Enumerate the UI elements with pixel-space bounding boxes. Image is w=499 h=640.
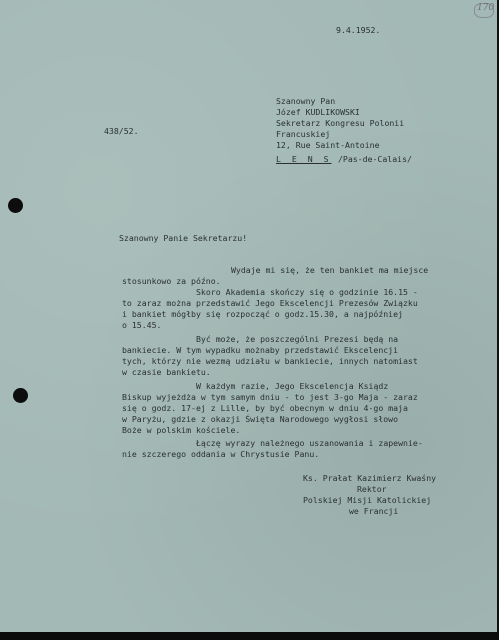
scan-edge xyxy=(0,632,499,640)
body-line: Biskup wyjeżdża w tym samym dniu - to jest 3-go Maja - zaraz xyxy=(122,392,418,402)
body-line: w Paryżu, gdzie z okazji Święta Narodowego wygłosi słowo xyxy=(122,414,399,424)
body-line: o 15.45. xyxy=(122,320,162,330)
recipient-street: 12, Rue Saint-Antoine xyxy=(276,140,380,150)
body-line: bankiecie. W tym wypadku możnaby przedstawić Ekscelencji xyxy=(122,345,399,355)
body-line: W każdym razie, Jego Ekscelencja Ksiądz xyxy=(196,381,389,391)
body-line: to zaraz można przedstawić Jego Ekscelencji Prezesów Związku xyxy=(122,298,418,308)
body-line: tych, którzy nie wezmą udziału w bankiecie, innych natomiast xyxy=(122,356,418,366)
recipient-region: /Pas-de-Calais/ xyxy=(338,154,412,164)
punch-hole-bottom xyxy=(13,388,28,403)
recipient-title-2: Francuskiej xyxy=(276,129,331,139)
body-line: Być może, że poszczególni Prezesi będą na xyxy=(196,334,399,344)
recipient-name: Józef KUDLIKOWSKI xyxy=(276,107,360,117)
signature-name: Ks. Prałat Kazimierz Kwaśny xyxy=(303,473,437,483)
punch-hole-top xyxy=(8,198,23,213)
page-number: 170 xyxy=(477,3,495,13)
recipient-city: L E N S xyxy=(276,154,332,164)
body-line: stosunkowo za późno. xyxy=(122,276,221,286)
body-line: nie szczerego oddania w Chrystusie Panu. xyxy=(122,449,320,459)
body-line: i bankiet mógłby się rozpocząć o godz.15.30, a najpóźniej xyxy=(122,309,403,319)
signature-location: we Francji xyxy=(349,506,399,516)
letter-date: 9.4.1952. xyxy=(336,25,381,35)
body-line: Wydaje mi się, że ten bankiet ma miejsce xyxy=(231,265,429,275)
body-line: Łączę wyrazy należnego uszanowania i zapewnie- xyxy=(196,438,423,448)
body-line: się o godz. 17-ej z Lille, by być obecnym w dniu 4-go maja xyxy=(122,403,408,413)
greeting: Szanowny Panie Sekretarzu! xyxy=(119,233,248,243)
reference-number: 438/52. xyxy=(104,126,139,136)
body-line: Skoro Akademia skończy się o godzinie 16.15 - xyxy=(196,287,418,297)
body-line: Boże w polskim kościele. xyxy=(122,425,241,435)
signature-institution: Polskiej Misji Katolickiej xyxy=(303,495,432,505)
recipient-salutation: Szanowny Pan xyxy=(276,96,336,106)
signature-role: Rektor xyxy=(357,484,387,494)
body-line: w czasie bankietu. xyxy=(122,367,211,377)
recipient-title: Sekretarz Kongresu Polonii xyxy=(276,118,405,128)
